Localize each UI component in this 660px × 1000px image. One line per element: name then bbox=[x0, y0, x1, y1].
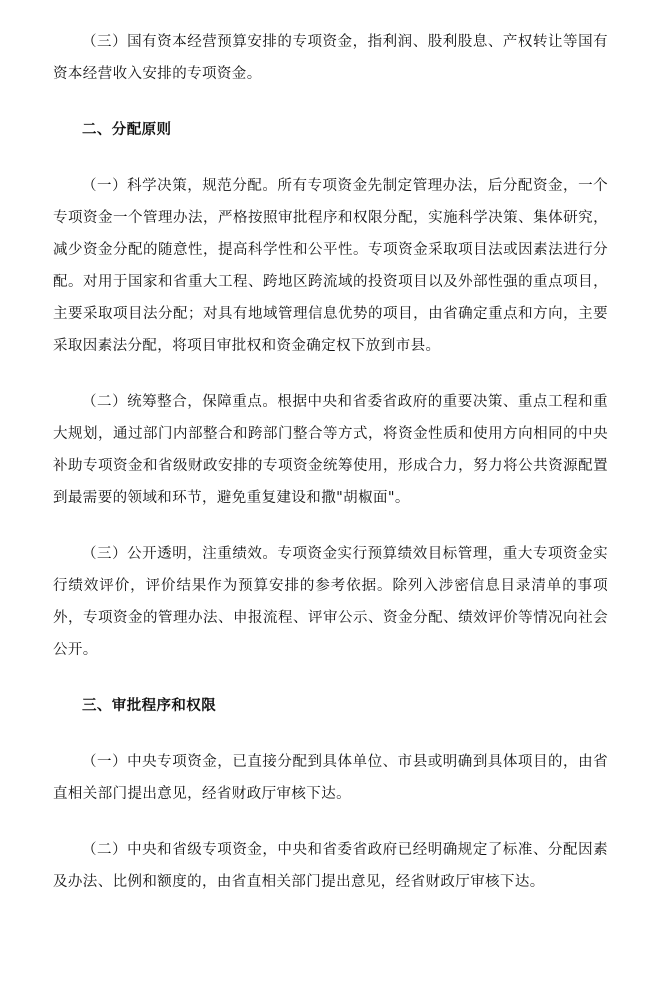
paragraph-gap bbox=[53, 514, 608, 538]
paragraph-central-provincial-funds: （二）中央和省级专项资金，中央和省委省政府已经明确规定了标准、分配因素及办法、比例和额度的，由省直相关部门提出意见，经省财政厅审核下达。 bbox=[53, 842, 608, 890]
paragraph-integration-priority: （二）统筹整合，保障重点。根据中央和省委省政府的重要决策、重点工程和重大规划，通过部门内部整合和跨部门整合等方式，将资金性质和使用方向相同的中央补助专项资金和省级财政安排的专项资金统筹使用，形成合力，努力将公共资源配置到最需要的领域和环节，避免重复建设和撒"胡椒面"。 bbox=[53, 394, 608, 506]
paragraph-gap bbox=[53, 666, 608, 690]
paragraph-gap bbox=[53, 810, 608, 834]
paragraph-gap bbox=[53, 90, 608, 114]
paragraph-gap bbox=[53, 146, 608, 170]
paragraph-gap bbox=[53, 722, 608, 746]
paragraph-state-capital-funds: （三）国有资本经营预算安排的专项资金，指利润、股利股息、产权转让等国有资本经营收入安排的专项资金。 bbox=[53, 34, 608, 82]
section-heading-allocation-principles: 二、分配原则 bbox=[82, 122, 172, 138]
paragraph-gap bbox=[53, 362, 608, 386]
paragraph-scientific-decision: （一）科学决策，规范分配。所有专项资金先制定管理办法，后分配资金，一个专项资金一个管理办法，严格按照审批程序和权限分配，实施科学决策、集体研究，减少资金分配的随意性，提高科学性和公平性。专项资金采取项目法或因素法进行分配。对用于国家和省重大工程、跨地区跨流域的投资项目以及外部性强的重点项目，主要采取项目法分配；对具有地域管理信息优势的项目，由省确定重点和方向，主要采取因素法分配，将项目审批权和资金确定权下放到市县。 bbox=[53, 178, 608, 354]
section-heading-approval-procedure: 三、审批程序和权限 bbox=[82, 698, 217, 714]
paragraph-transparency-performance: （三）公开透明，注重绩效。专项资金实行预算绩效目标管理，重大专项资金实行绩效评价，评价结果作为预算安排的参考依据。除列入涉密信息目录清单的事项外，专项资金的管理办法、申报流程、评审公示、资金分配、绩效评价等情况向社会公开。 bbox=[53, 546, 608, 658]
paragraph-central-funds: （一）中央专项资金，已直接分配到具体单位、市县或明确到具体项目的，由省直相关部门提出意见，经省财政厅审核下达。 bbox=[53, 754, 608, 802]
